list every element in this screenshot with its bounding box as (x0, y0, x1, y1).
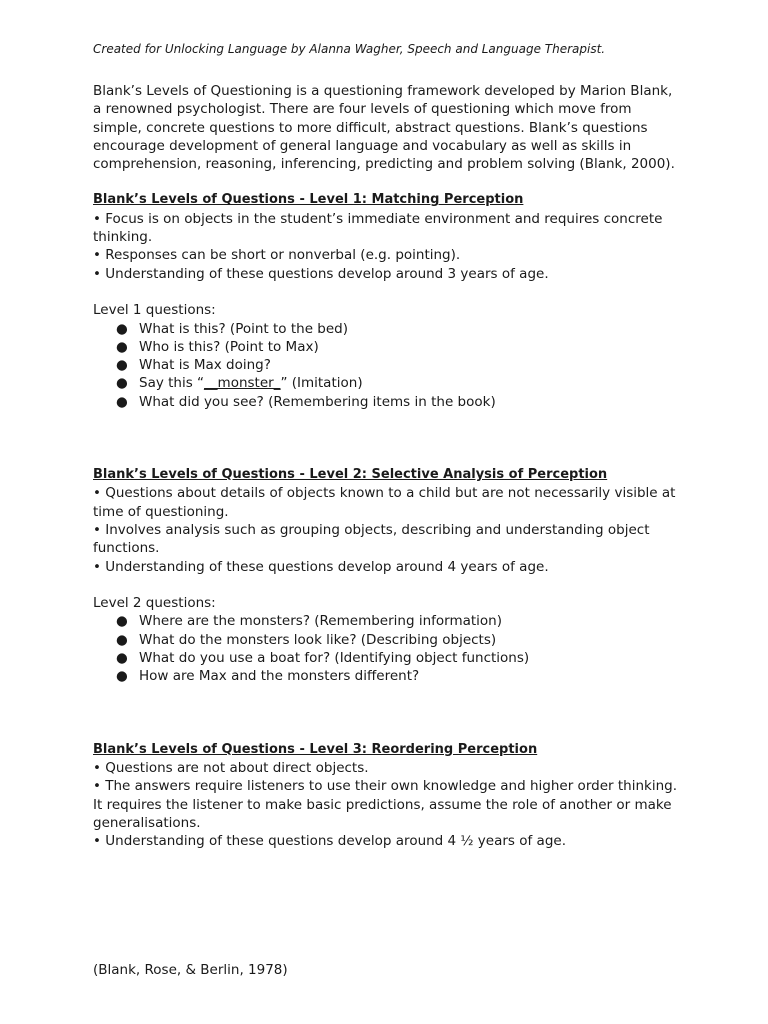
list-item (93, 649, 683, 667)
list-item (93, 320, 683, 338)
level-3-bullet: • The answers require listeners to use their own knowledge and higher order thinking. It requires the listener to make basic predictions, assume the role of another or make generalisations. (93, 778, 677, 831)
level-1-heading: Blank’s Levels of Questions - Level 1: Matching Perception (93, 192, 524, 208)
level-2-bullet: • Understanding of these questions develop around 4 years of age. (93, 558, 549, 575)
question-text: What did you see? (Remembering items in the book) (139, 393, 496, 410)
bullet-dot-icon: ● (116, 631, 128, 648)
question-text: What is Max doing? (139, 357, 271, 374)
question-text: Who is this? (Point to Max) (139, 338, 319, 355)
bullet-dot-icon: ● (116, 338, 128, 355)
question-text: What do you use a boat for? (Identifying object functions) (139, 650, 530, 667)
bullet-dot-icon: ● (116, 668, 128, 685)
list-item (93, 393, 683, 411)
question-text: How are Max and the monsters different? (139, 668, 420, 685)
level-1-bullet: • Focus is on objects in the student’s immediate environment and requires concrete thinking. (93, 210, 663, 246)
level-1-bullet: • Understanding of these questions develop around 3 years of age. (93, 265, 549, 282)
level-3-bullet: • Questions are not about direct objects. (93, 759, 369, 776)
level-3-bullet: • Understanding of these questions develop around 4 ½ years of age. (93, 833, 566, 850)
list-item (93, 667, 683, 685)
section-spacer (93, 686, 683, 741)
level-2-section (93, 466, 683, 686)
level-3-heading: Blank’s Levels of Questions - Level 3: Reordering Perception (93, 741, 538, 757)
level-1-bullet: • Responses can be short or nonverbal (e.g. pointing). (93, 247, 461, 264)
level-2-heading: Blank’s Levels of Questions - Level 2: Selective Analysis of Perception (93, 467, 608, 483)
intro-paragraph: Blank’s Levels of Questioning is a questioning framework developed by Marion Blank, a renowned psychologist. There are four levels of questioning which move from simple, concrete questions to more difficult, abstract questions. Blank’s questions encourage development of general language and vocabulary as well as skills in comprehension, reasoning, inferencing, predicting and problem solving (Blank, 2000). (93, 83, 675, 173)
attribution-line: Created for Unlocking Language by Alanna Wagher, Speech and Language Therapist. (93, 42, 606, 56)
list-item (93, 631, 683, 649)
level-1-question-list (93, 320, 683, 411)
document-page (93, 40, 683, 850)
level-2-bullet: • Questions about details of objects known to a child but are not necessarily visible at time of questioning. (93, 485, 676, 520)
say-this-word: __monster_ (204, 375, 281, 392)
level-2-questions-label: Level 2 questions: (93, 595, 216, 612)
level-1-questions-label: Level 1 questions: (93, 302, 216, 319)
blank-line (93, 576, 683, 594)
list-item (93, 356, 683, 374)
reference-citation: (Blank, Rose, & Berlin, 1978) (93, 962, 288, 978)
question-text: Where are the monsters? (Remembering information) (139, 613, 502, 630)
level-1-section (93, 191, 683, 411)
bullet-dot-icon: ● (116, 393, 128, 410)
question-text: What do the monsters look like? (Describing objects) (139, 631, 497, 648)
say-this-suffix: ” (Imitation) (280, 375, 363, 392)
say-this-prefix: Say this “ (139, 375, 205, 392)
bullet-dot-icon: ● (116, 357, 128, 374)
bullet-dot-icon: ● (116, 375, 128, 392)
level-3-section (93, 741, 683, 851)
list-item (93, 374, 683, 392)
list-item (93, 612, 683, 630)
bullet-dot-icon: ● (116, 613, 128, 630)
blank-line (93, 283, 683, 301)
section-spacer (93, 411, 683, 466)
bullet-dot-icon: ● (116, 650, 128, 667)
list-item (93, 338, 683, 356)
level-2-bullet: • Involves analysis such as grouping objects, describing and understanding object functions. (93, 521, 650, 557)
level-2-question-list (93, 612, 683, 685)
bullet-dot-icon: ● (116, 320, 128, 337)
question-text: What is this? (Point to the bed) (139, 320, 349, 337)
